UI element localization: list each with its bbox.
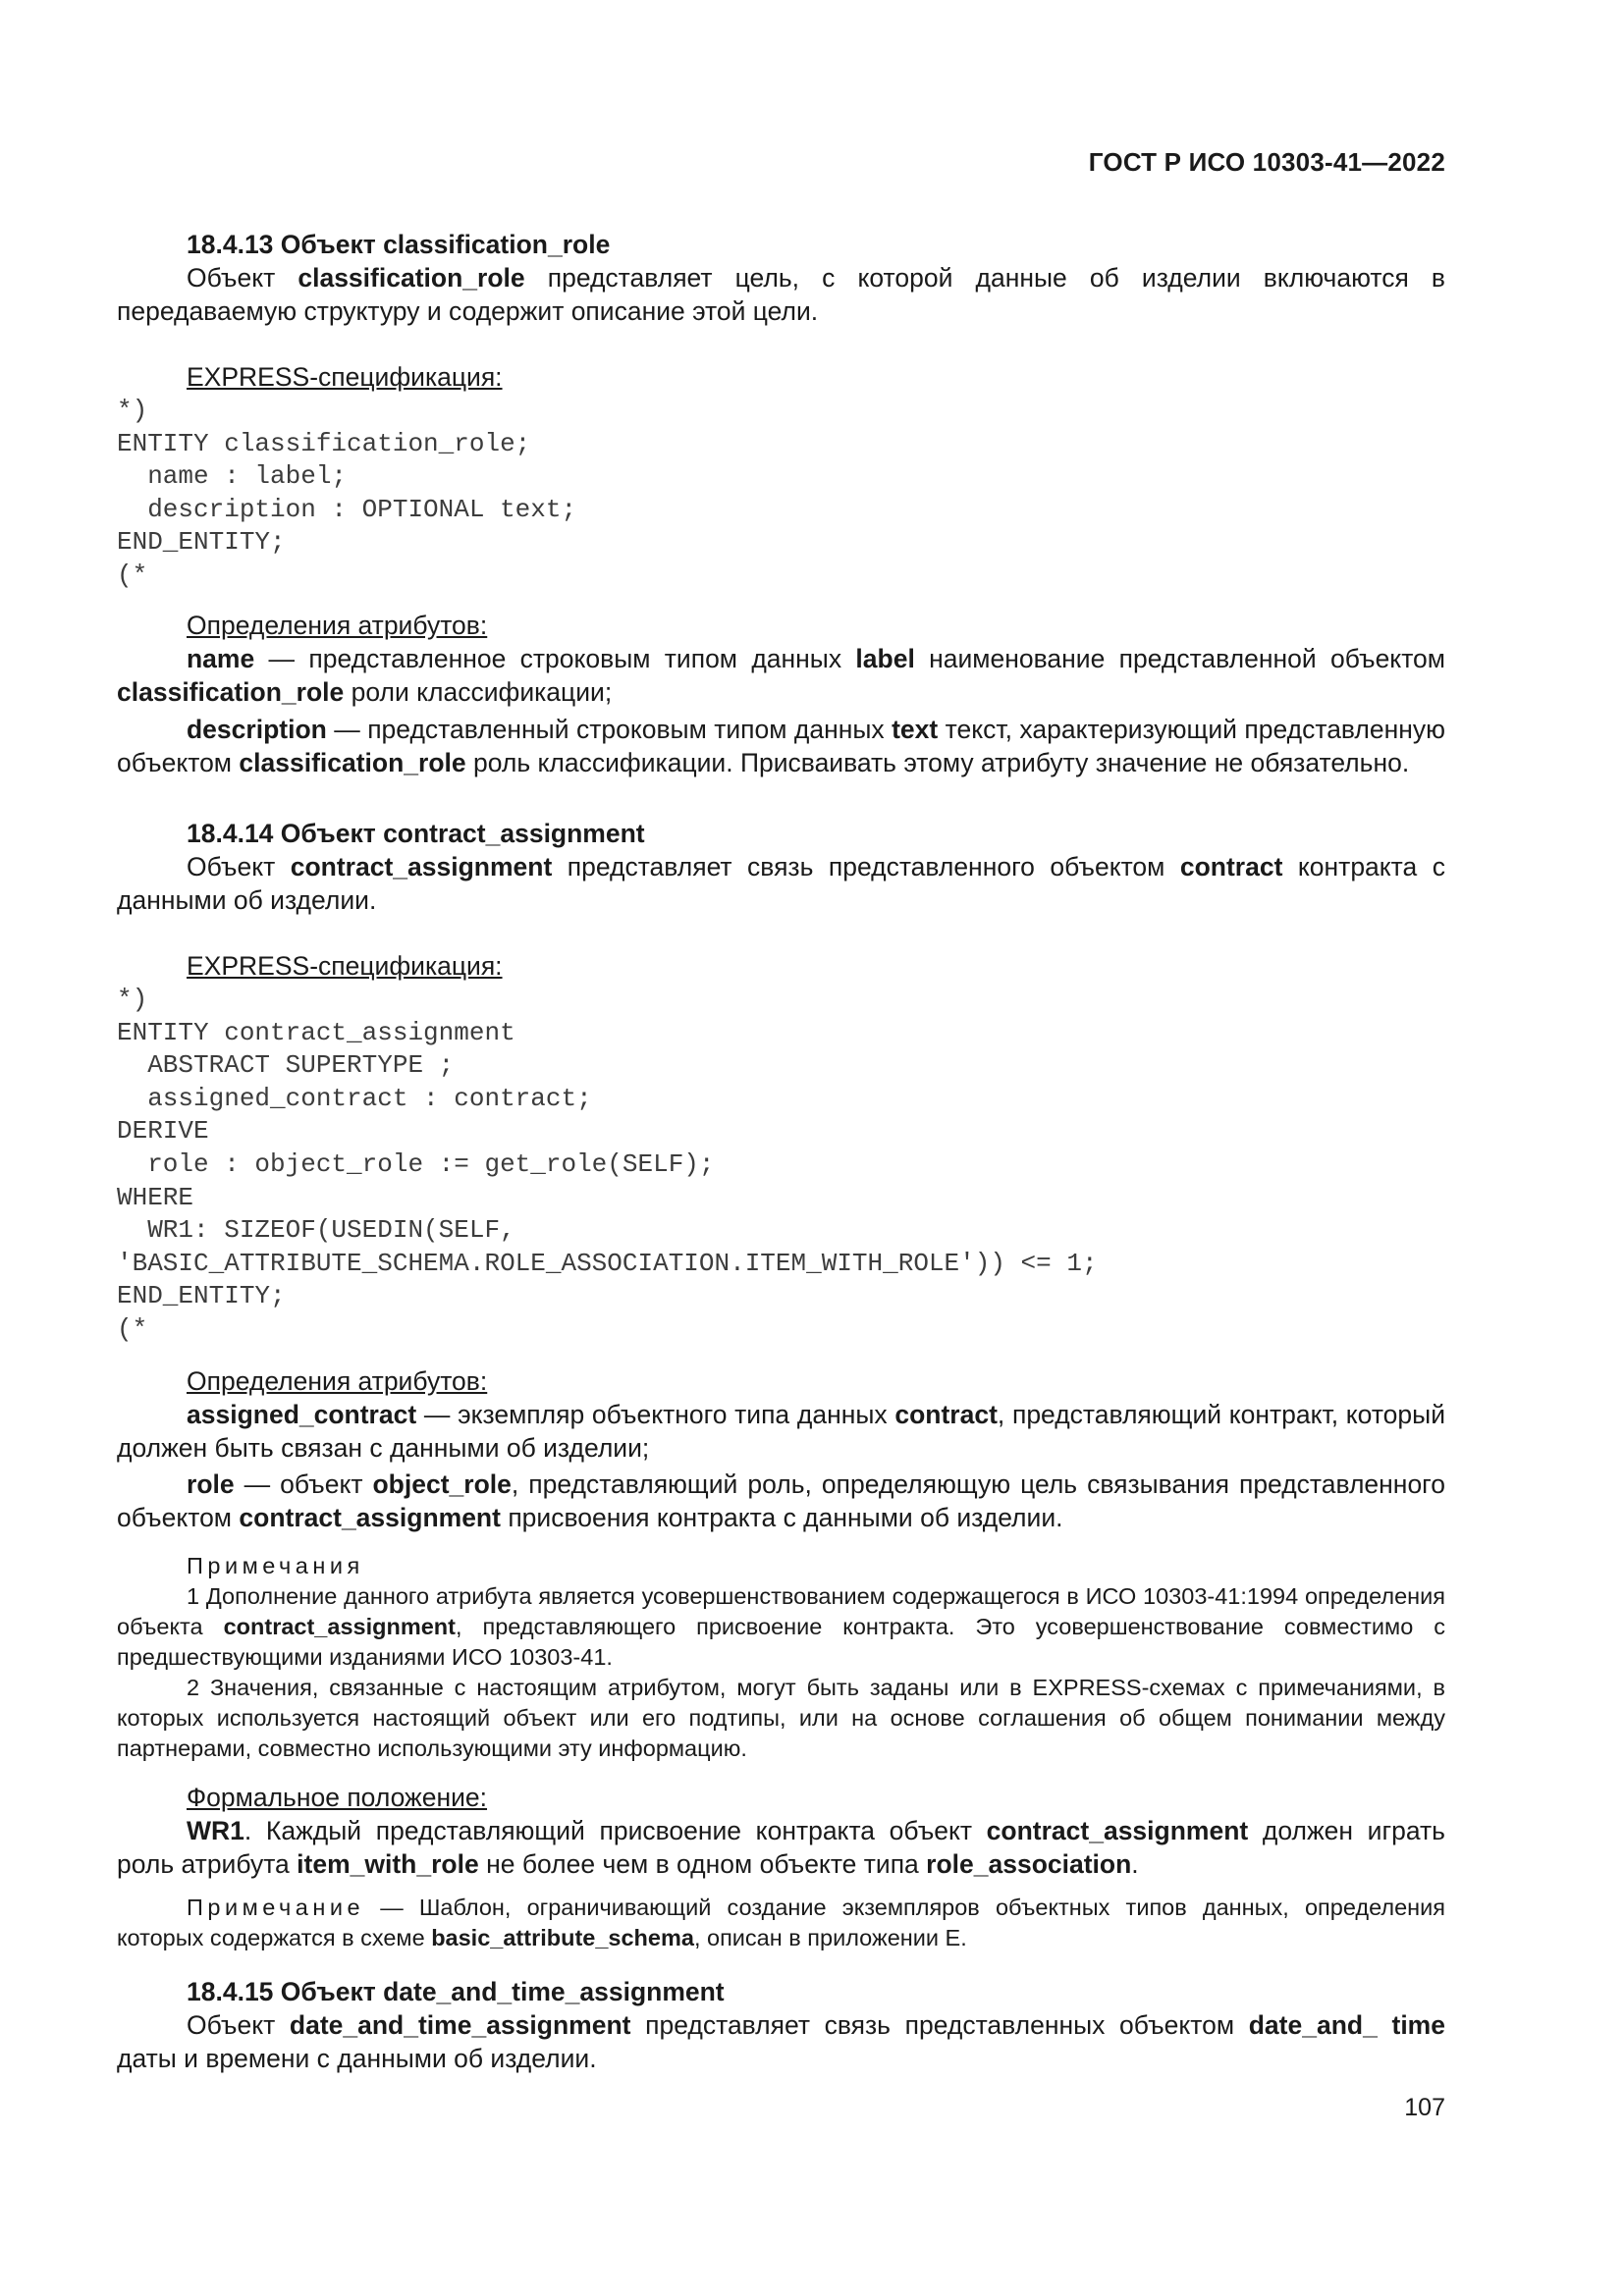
formal-propositions-label: Формальное положение:: [187, 1783, 488, 1812]
note-1: 1 Дополнение данного атрибута является усовершенствованием содержащегося в ИСО 10303-41:1994 определения объекта contract_assignment, представляющего присвоение контракта. Это усовершенствование совместимо с предшествующими изданиями ИСО 10303-41.: [117, 1583, 1445, 1670]
note-2: 2 Значения, связанные с настоящим атрибутом, могут быть заданы или в EXPRESS-схемах с примечаниями, в которых используется настоящий объект или его подтипы, или на основе соглашения об общем понимании между партнерами, совместно использующими эту информацию.: [117, 1675, 1445, 1761]
section-heading-18-4-15: 18.4.15 Объект date_and_time_assignment: [187, 1977, 725, 2006]
express-code-block: *) ENTITY classification_role; name : label; description : OPTIONAL text; END_ENTITY; (*: [117, 396, 577, 590]
attribute-definitions-label: Определения атрибутов:: [187, 611, 488, 640]
express-spec-label: EXPRESS-спецификация:: [187, 951, 503, 981]
section-intro-18-4-15: Объект date_and_time_assignment представляет связь представленных объектом date_and_ time даты и времени с данными об изделии.: [117, 2010, 1445, 2073]
formal-proposition-wr1: WR1. Каждый представляющий присвоение контракта объект contract_assignment должен играть роль атрибута item_with_role не более чем в одном объекте типа role_association.: [117, 1816, 1445, 1879]
page-number: 107: [1404, 2094, 1445, 2121]
section-heading-18-4-14: 18.4.14 Объект contract_assignment: [187, 819, 645, 848]
section-intro-18-4-14: Объект contract_assignment представляет связь представленного объектом contract контракта с данными об изделии.: [117, 852, 1445, 915]
notes-label: Примечания: [187, 1553, 364, 1578]
attribute-definitions-label: Определения атрибутов:: [187, 1366, 488, 1396]
note-single: Примечание — Шаблон, ограничивающий создание экземпляров объектных типов данных, определения которых содержатся в схеме basic_attribute_schema, описан в приложении Е.: [117, 1895, 1445, 1950]
express-code-block: *) ENTITY contract_assignment ABSTRACT SUPERTYPE ; assigned_contract : contract; DERIVE role : object_role := get_role(SELF); WHERE WR1: SIZEOF(USEDIN(SELF, 'BASIC_ATTRIBUTE_SCHEMA.ROLE_ASSOCIATION.ITEM_WITH_ROLE')) <= 1; END_ENTITY; (*: [117, 985, 1098, 1344]
section-heading-18-4-13: 18.4.13 Объект classification_role: [187, 230, 611, 259]
attribute-definition-assigned-contract: assigned_contract — экземпляр объектного типа данных contract, представляющий контракт, который должен быть связан с данными об изделии;: [117, 1400, 1446, 1463]
document-code: ГОСТ Р ИСО 10303-41—2022: [1088, 147, 1445, 177]
attribute-definition-description: description — представленный строковым типом данных text текст, характеризующий представленную объектом classification_role роль классификации. Присваивать этому атрибуту значение не обязательно.: [117, 715, 1445, 777]
attribute-definition-role: role — объект object_role, представляющий роль, определяющую цель связывания представленного объектом contract_assignment присвоения контракта с данными об изделии.: [117, 1469, 1446, 1532]
attribute-definition-name: name — представленное строковым типом данных label наименование представленной объектом classification_role роли классификации;: [117, 644, 1445, 707]
express-spec-label: EXPRESS-спецификация:: [187, 362, 503, 392]
section-intro-18-4-13: Объект classification_role представляет цель, с которой данные об изделии включаются в передаваемую структуру и содержит описание этой цели.: [117, 263, 1445, 326]
